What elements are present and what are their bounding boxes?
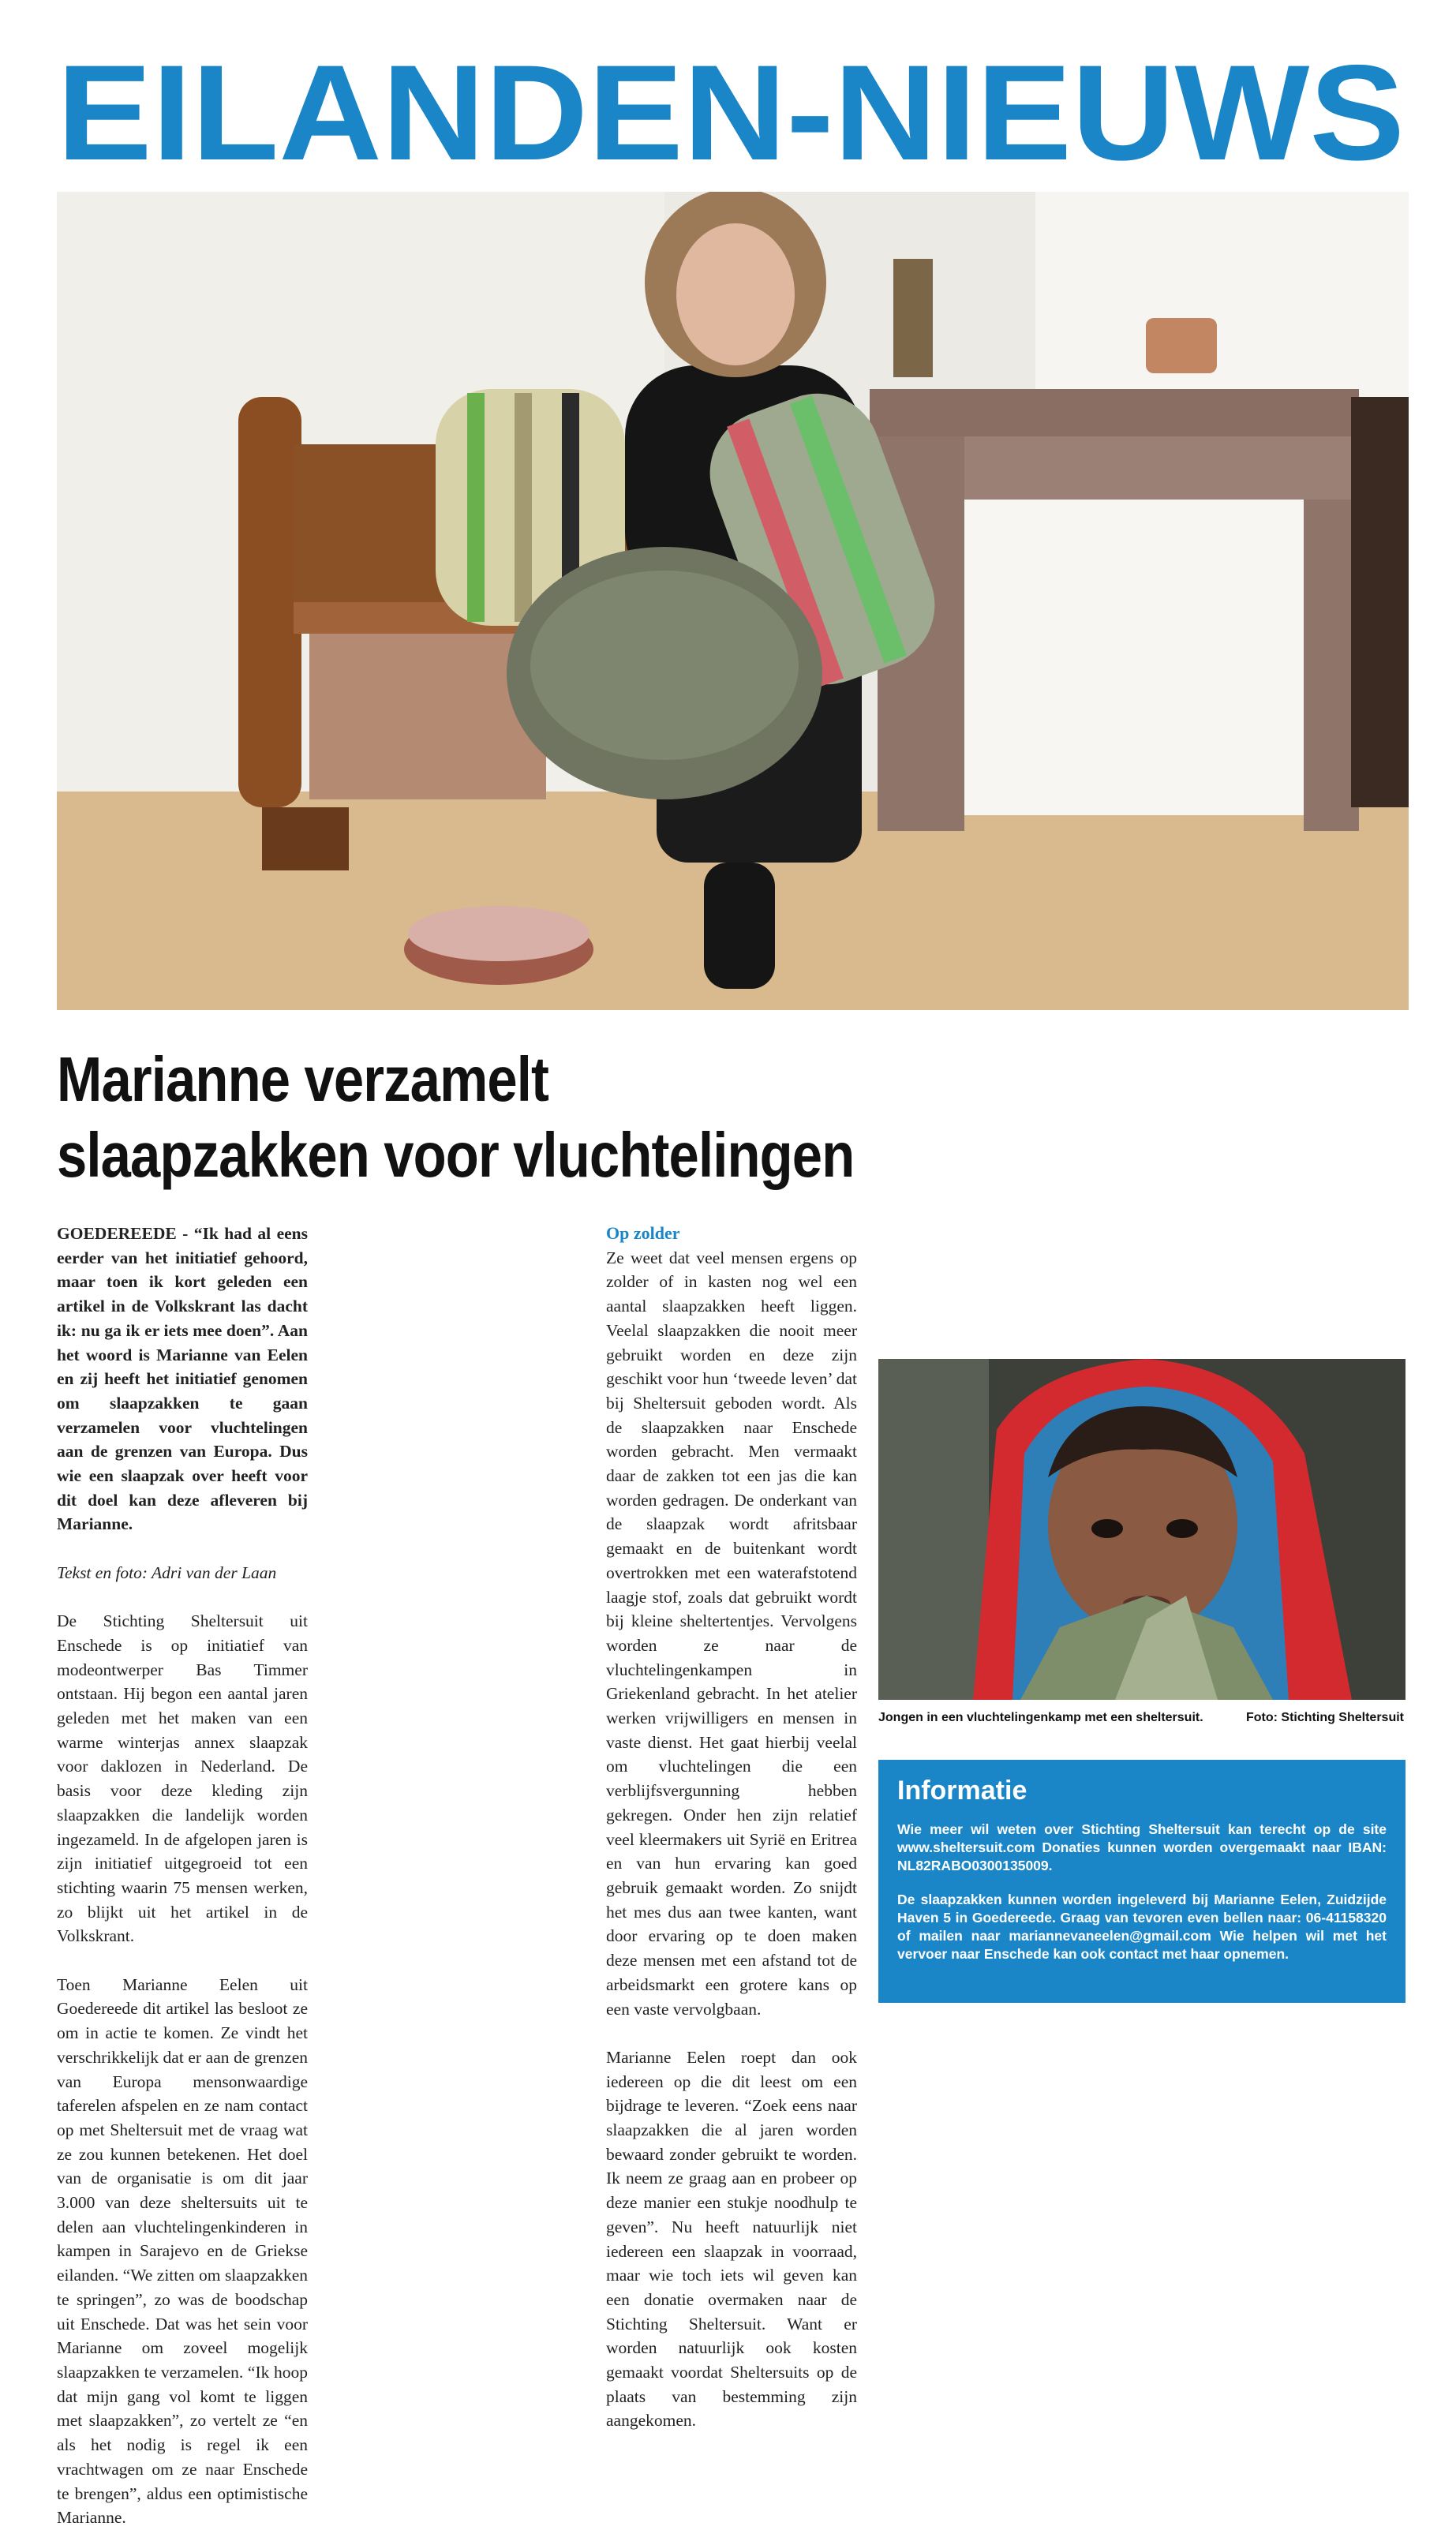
info-box [878, 1760, 1405, 2003]
article-paragraph-1: De Stichting Sheltersuit uit Enschede is op initiatief van modeontwerper Bas Timmer ontstaan. Hij begon een aantal jaren geleden met het maken van een warme winterjas annex slaapzak voor daklozen in Nederland. De basis voor deze kleding zijn slaapzakken die landelijk worden ingezameld. In de afgelopen jaren is zijn initiatief uitgegroeid tot een stichting waarin 75 mensen werken, zo blijkt uit het artikel in de Volkskrant. [57, 1611, 308, 1946]
masthead-title: EILANDEN-NIEUWS [57, 62, 1405, 172]
info-paragraph-1: Wie meer wil weten over Stichting Sheltersuit kan terecht op de site www.sheltersuit.com Donaties kunnen worden overgemaakt naar IBAN: NL82RABO0300135009. [897, 1821, 1387, 1873]
article-paragraph-3: Ze weet dat veel mensen ergens op zolder of in kasten nog wel een aantal slaapzakken heeft liggen. Veelal slaapzakken die nooit meer gebruikt worden en deze zijn geschikt voor hun ‘tweede leven’ dat bij Sheltersuit geboden wordt. Als de slaapzakken naar Enschede worden gebracht. Men vermaakt daar de zakken tot een jas die kan worden gedragen. De onderkant van de slaapzak wordt afritsbaar gemaakt en de buitenkant wordt overtrokken met een waterafstotend laagje stof, zoals dat gebruikt wordt bij kleine sheltertentjes. Vervolgens worden ze naar de vluchtelingenkampen in Griekenland gebracht. In het atelier werken vrijwilligers en mensen in vaste dienst. Het gaat hierbij veelal om vluchtelingen die een verblijfsvergunning hebben gekregen. Onder hen zijn relatief veel kleermakers uit Syrië en Eritrea en van hun ervaring kan goed gebruik gemaakt worden. Zo snijdt het mes dus aan twee kanten, want door ervaring op te doen maken deze mensen met een afstand tot de arbeidsmarkt een grotere kans op een vaste vervolgbaan. [606, 1248, 857, 2019]
info-paragraph-2: De slaapzakken kunnen worden ingeleverd bij Marianne Eelen, Zuidzijde Haven 5 in Goedereede. Graag van tevoren even bellen naar: 06-41158320 of mailen naar mariannevaneelen@gmail.com Wie helpen wil met het vervoer naar Enschede kan ook contact met haar opnemen. [897, 1892, 1387, 1962]
article-subhead: Op zolder [606, 1223, 680, 1243]
article-credit: Tekst en foto: Adri van der Laan [57, 1563, 277, 1582]
article-column-1 [57, 1222, 308, 2530]
masthead-logo [57, 62, 1405, 172]
main-photo-image [57, 192, 1409, 1010]
main-photo [57, 192, 1409, 1010]
child-photo-credit: Foto: Stichting Sheltersuit [1246, 1711, 1404, 1724]
article-paragraph-2: Toen Marianne Eelen uit Goedereede dit artikel las besloot ze om in actie te komen. Ze vindt het verschrikkelijk dat er aan de grenzen van Europa mensonwaardige taferelen afspelen en ze nam contact op met Sheltersuit met de vraag wat ze zou kunnen betekenen. Het doel van de organisatie is om dit jaar 3.000 van deze sheltersuits uit te delen aan vluchtelingenkinderen in kampen in Sarajevo en de Griekse eilanden. “We zitten om slaapzakken te springen”, zo was de boodschap uit Enschede. Dat was het sein voor Marianne om zoveel mogelijk slaapzakken te verzamelen. “Ik hoop dat mijn gang vol komt te liggen met slaapzakken”, zo vertelt ze “en als het nodig is regel ik een vrachtwagen om ze naar Enschede te brengen”, aldus een optimistische Marianne. [57, 1974, 308, 2528]
headline [57, 1042, 1075, 1193]
child-photo [878, 1359, 1405, 1700]
article-paragraph-4: Marianne Eelen roept dan ook iedereen op die dit leest om een bijdrage te leveren. “Zoek eens naar slaapzakken die al jaren worden bewaard zonder gebruikt te worden. Ik neem ze graag aan en probeer op deze manier een stukje noodhulp te geven”. Nu heeft natuurlijk niet iedereen een slaapzak in voorraad, maar wie toch iets wil geven kan een donatie overmaken naar de Stichting Sheltersuit. Want er worden natuurlijk ook kosten gemaakt voordat Sheltersuits op de plaats van bestemming zijn aangekomen. [606, 2047, 857, 2431]
headline-line-2: slaapzakken voor vluchtelingen [57, 1120, 855, 1190]
masthead [57, 62, 1405, 172]
child-photo-caption: Jongen in een vluchtelingenkamp met een sheltersuit. [878, 1711, 1203, 1724]
child-photo-image [878, 1359, 1405, 1700]
article-lead: GOEDEREEDE - “Ik had al eens eerder van het initiatief gehoord, maar toen ik kort geleden een artikel in de Volkskrant las dacht ik: nu ga ik er iets mee doen”. Aan het woord is Marianne van Eelen en zij heeft het initiatief genomen om slaapzakken te gaan verzamelen voor vluchtelingen aan de grenzen van Europa. Dus wie een slaapzak over heeft voor dit doel kan deze afleveren bij Marianne. [57, 1224, 308, 1534]
headline-line-1: Marianne verzamelt [57, 1044, 549, 1114]
info-title: Informatie [897, 1776, 1027, 1806]
article-column-3 [606, 1222, 857, 2433]
